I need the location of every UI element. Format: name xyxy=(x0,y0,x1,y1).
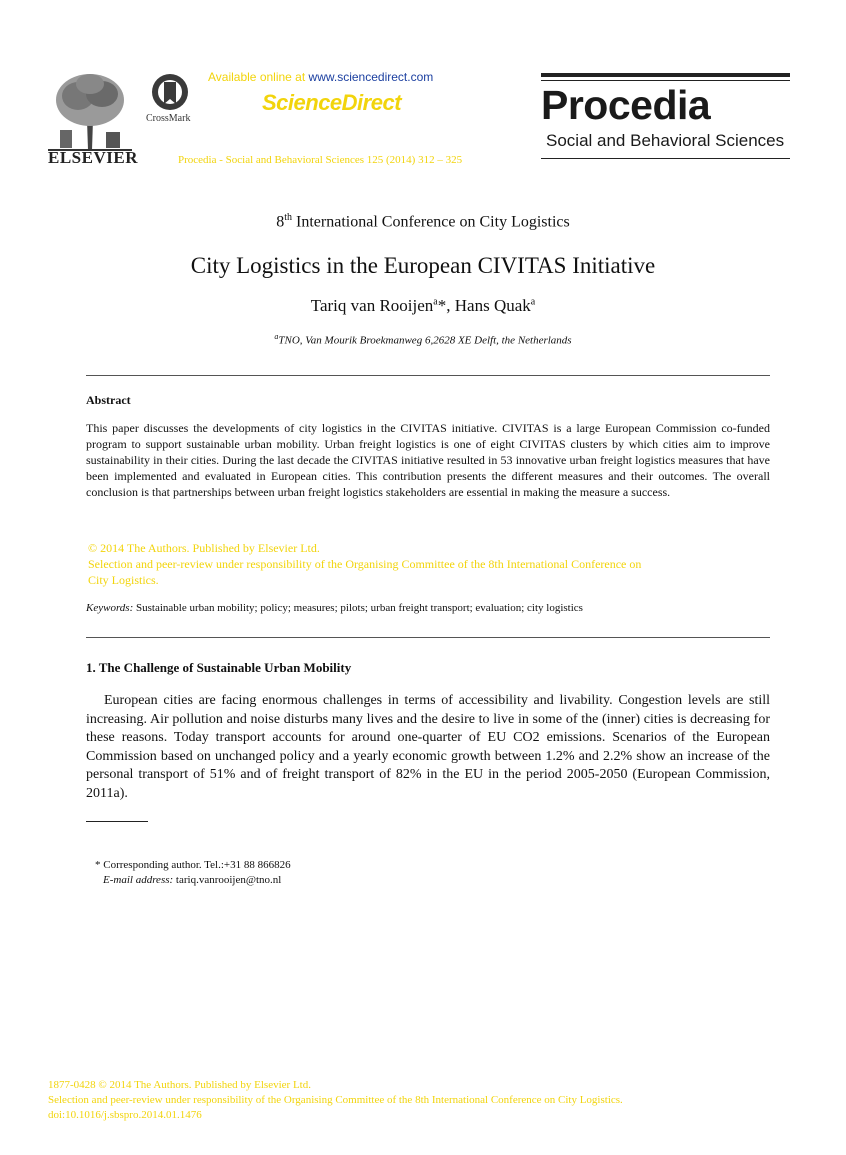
procedia-rule-bottom xyxy=(541,158,790,159)
available-prefix: Available online at xyxy=(208,70,309,84)
abstract-top-rule xyxy=(86,375,770,376)
section-heading: 1. The Challenge of Sustainable Urban Mobility xyxy=(86,660,352,675)
crossmark-icon[interactable] xyxy=(150,72,190,112)
copyright-notice: © 2014 The Authors. Published by Elsevier Ltd. Selection and peer-review under responsibility of the Organising Committee of the 8th International Conference on City Logistics. xyxy=(88,541,642,587)
availability-line xyxy=(208,70,433,84)
procedia-logo-subtitle: Social and Behavioral Sciences xyxy=(546,131,785,150)
keywords: Keywords: Sustainable urban mobility; policy; measures; pilots; urban freight transport; evaluation; city logistics xyxy=(86,602,583,614)
elsevier-wordmark: ELSEVIER xyxy=(48,148,138,167)
journal-reference: Procedia - Social and Behavioral Sciences 125 (2014) 312 – 325 xyxy=(178,154,463,166)
doi-link[interactable]: doi:10.1016/j.sbspro.2014.01.1476 xyxy=(48,1109,202,1121)
procedia-logo-title: Procedia xyxy=(541,82,711,128)
section-paragraph: European cities are facing enormous challenges in terms of accessibility and livability. Congestion levels are still increasing. Air pollution and noise disturbs many lives and the desire to live in some of the (inner) cities is decreasing for these reasons. Today transport accounts for around one-quarter of EU CO2 emissions. Scenarios of the European Commission based on unchanged policy and a yearly economic growth between 1.2% and 2.2% show an increase of the personal transport of 51% and of freight transport of 82% in the EU in the period 2005-2050 (European Commission, 2011a). xyxy=(86,693,770,801)
procedia-rule-top-thin xyxy=(541,80,790,81)
abstract-heading: Abstract xyxy=(86,393,131,407)
conference-name: 8th International Conference on City Logistics xyxy=(276,212,570,231)
procedia-rule-top xyxy=(541,73,790,77)
authors: Tariq van Rooijen$^a$*, Hans Quak$^a$ xyxy=(310,296,536,315)
page-footer: 1877-0428 © 2014 The Authors. Published by Elsevier Ltd. Selection and peer-review under responsibility of the Organising Committee of the 8th International Conference on City Logistics. doi:10.1016/j.sbspro.2014.01.1476 xyxy=(48,1079,623,1121)
sciencedirect-logo[interactable]: ScienceDirect xyxy=(262,90,402,115)
abstract-bottom-rule xyxy=(86,637,770,638)
author-email-link[interactable]: tariq.vanrooijen@tno.nl xyxy=(173,874,282,886)
affiliation: $^a$TNO, Van Mourik Broekmanweg 6,2628 XE Delft, the Netherlands xyxy=(274,332,572,347)
paper-title: City Logistics in the European CIVITAS Initiative xyxy=(190,253,656,278)
footnote: * Corresponding author. Tel.:+31 88 866826 E-mail address: tariq.vanrooijen@tno.nl xyxy=(95,859,291,886)
sciencedirect-link[interactable]: www.sciencedirect.com xyxy=(308,70,434,84)
footnote-rule xyxy=(86,821,148,822)
elsevier-tree-logo xyxy=(48,70,132,152)
abstract-text: This paper discusses the developments of city logistics in the CIVITAS initiative. CIVITAS is a large European Commission co-funded program to support sustainable urban mobility. Urban freight logistics is one of eight CIVITAS clusters by which cities aim to improve sustainability in their cities. During the last decade the CIVITAS initiative resulted in 53 innovative urban freight logistics measures that have been implemented and evaluated in European cities. This contribution presents the different measures and their outcomes. The overall conclusion is that partnerships between urban freight logistics stakeholders are essential in making the measure a success. xyxy=(86,421,770,499)
crossmark-label: CrossMark xyxy=(146,113,191,124)
